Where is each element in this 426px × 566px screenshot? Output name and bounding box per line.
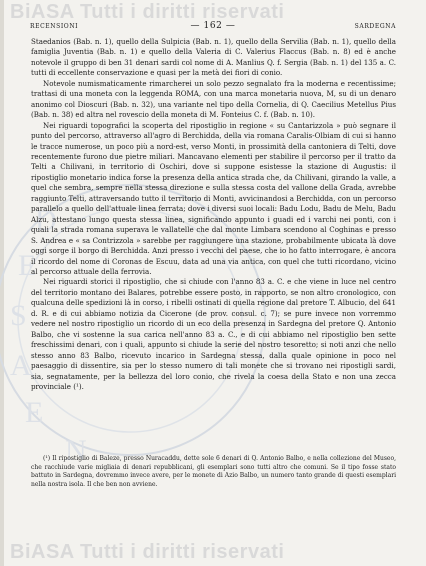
svg-text:E: E xyxy=(18,249,37,282)
page-number: — 162 — xyxy=(190,21,236,31)
svg-text:E: E xyxy=(25,396,44,429)
paragraph: Nei riguardi storici il ripostiglio, che si chiude con l'anno 83 a. C. e che viene in luce nel centro del territorio montano dei Balares, potrebbe essere posto, in rapporto, se non altro cronologico, con qualcuna delle spedizioni là in corso, i ribelli ostinati di quella regione dal pretore T. Albucio, del 641 d. R. e di cui abbiamo notizia da Cicerone (de prov. consul. c. 7); se pure invece non vorremmo vedere nel nostro ripostiglio un ricordo di un eco della presenza in Sardegna del pretore Q. Antonio Balbo, che vi sostenne la sua carica nell'anno 83 a. C., e di cui abbiamo nel ripostiglio ben sette freschissimi denari, con i quali, appunto si chiude la serie del nostro tesoretto; si noti anzi che nello stesso anno 83 Balbo, ricevuto incarico in Sardegna stessa, dalla quale opinione in poco nel paesaggio di dissentire, sia per lo stesso numero di tali monete che si trovano nei ripostigli sardi, sia, segnatamente, per la bellezza del loro conio, che rivela la coesa della Stato e non una zecca provinciale (¹). xyxy=(31,277,396,391)
svg-text:N: N xyxy=(65,434,87,467)
watermark-top: BiASA Tutti i diritti riservati xyxy=(10,1,285,23)
paragraph: Staedanios (Bab. n. 1), quello della Sulpicia (Bab. n. 1), quello della Servilia (Bab. n. 1), quello della famiglia Juventia (Bab. n. 1) e quello della Valeria di C. Valerius Flaccus (Bab. n. 8) ed è anche notevole il gruppo di ben 31 denari sardi col nome di A. Manlius Q. f. Sergia (Bab. n. 1) del 135 a. C. tutti di eccellente conservazione e quasi per la metà dei fiori di conio. xyxy=(31,37,396,78)
svg-text:S: S xyxy=(10,299,27,332)
svg-text:A: A xyxy=(10,349,32,382)
header-right: SARDEGNA xyxy=(354,23,396,30)
svg-text:D: D xyxy=(35,204,57,237)
header-left: RECENSIONI xyxy=(30,23,79,30)
running-header xyxy=(30,21,396,33)
footnote: (¹) Il ripostiglio di Baleze, presso Nuracaddu, dette sole 6 denari di Q. Antonio Balbo, e nella collezione del Museo, che racchiude varie migliaia di denari repubblicani, gli esemplari sono tutti altro che comuni. Se il tipo fosse stato battuto in Sardegna, dovremmo invece avere, per le monete di Azio Balbo, un numero tanto grande di questi esemplari nella nostra isola. Il che ben non avviene. xyxy=(31,455,396,488)
paragraph: Nei riguardi topografici la scoperta del ripostiglio in regione « su Cantarizzola » può segnare il punto del percorso, attraverso all'agro di Berchidda, della via romana Caralis-Olbiam di cui si hanno le tracce numerose, un poco più a nord-est, verso Monti, in prossimità della cantoniera di Telti, dove recentemente furono due pietre miliari. Mancavano elementi per stabilire il percorso per il tratto da Telti a Chilivani, in territorio di Oschiri, dove si suppone esistesse la stazione di Augustis: il ripostiglio monetario indica forse la presenza della antica strada che, da Chilivani, girando la valle, a quel che sembra, sempre nella stessa direzione e sulla stessa costa del vallone della Grada, avrebbe raggiunto Telti, attraversando tutto il territorio di Monti, avvicinandosi a Berchidda, con un percorso parallelo a quello dell'attuale linea ferrata; dove i diversi suoi locali: Badu Lodu, Badu de Melu, Badu Alzu, attestano lungo questa stessa linea, significando appunto i guadi ed i varchi nei ponti, con i quali la strada romana superava le vallatelle che dal monte Limbara scendono al Coghinas e presso S. Andrea e « sa Contrizzola » sarebbe per raggiungere una stazione, probabilmente ubicata là dove oggi sorge il borgo di Berchidda. Anzi presso i vecchi del paese, che io ho fatto interrogare, è ancora il ricordo del nome di Coronas de Escuu, data ad una via antica, con quel che tutti ricordano, vicino al percorso attuale della ferrovia. xyxy=(31,120,396,276)
page-edge xyxy=(0,0,4,566)
paragraph: Notevole numismaticamente rimarcherei un solo pezzo segnalato fra la moderna e recentissime; trattasi di una moneta con la leggenda ROMA, con una marca monetaria nuova, M, su di un denaro anonimo col Dioscuri (Bab. n. 32), una variante nel tipo della Cornelia, di Q. Caecilius Metellus Pius (Bab. n. 38) ed altra nel rovescio della moneta di M. Fonteius C. f. (Bab. n. 10). xyxy=(31,78,396,120)
article-body xyxy=(31,37,396,392)
watermark-bottom: BiASA Tutti i diritti riservati xyxy=(10,541,285,563)
